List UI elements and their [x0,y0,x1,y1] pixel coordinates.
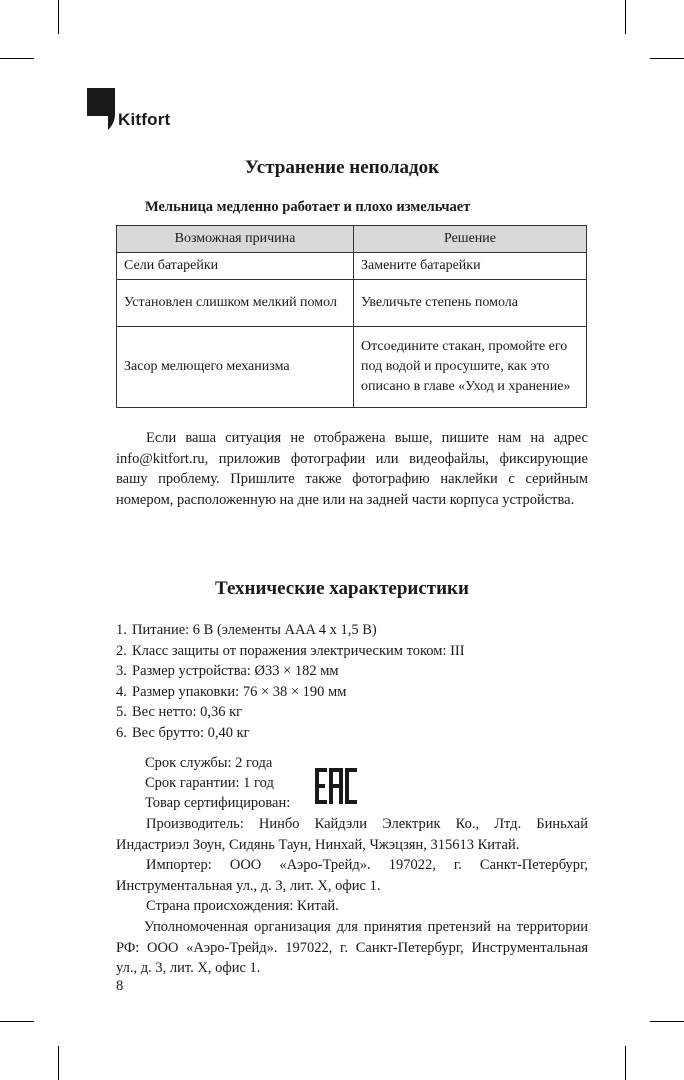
list-item [116,723,465,744]
origin-paragraph: Страна происхождения: Китай. [146,898,339,914]
specs-title: Технические характеристики [215,578,469,599]
importer-paragraph: Импортер: ООО «Аэро-Трейд». 197022, г. Санкт-Петербург, Инструментальная ул., д. 3, лит. Х, офис 1. [116,857,588,894]
crop-mark [58,1046,59,1080]
cause-cell: Сели батарейки [117,253,354,280]
list-item [116,661,465,682]
crop-mark [58,0,59,34]
list-item-number: 3. [116,663,127,679]
authorized-paragraph: Уполномоченная организация для принятия претензий на территории РФ: ООО «Аэро-Трейд». 197022, г. Санкт-Петербург, Инструментальная ул., д. 3, лит. Х, офис 1. [116,919,588,976]
list-item-number: 5. [116,704,127,720]
crop-mark [625,0,626,34]
list-item-number: 4. [116,683,127,700]
list-item-text: Размер упаковки: 76 × 38 × 190 мм [132,683,347,700]
list-item-text: Класс защиты от поражения электрическим током: III [132,642,465,659]
solution-cell: Увеличьте степень помола [354,280,587,327]
specs-list [116,620,465,743]
list-item [116,702,465,723]
brand-name: Kitfort [118,110,171,129]
list-item-number: 6. [116,724,127,741]
column-header-solution: Решение [354,226,587,253]
table-header-row [117,226,587,253]
column-header-cause: Возможная причина [117,226,354,253]
crop-mark [625,1046,626,1080]
service-life: Срок службы: 2 года [145,755,273,771]
problem-heading: Мельница медленно работает и плохо измельчает [145,199,471,215]
crop-mark [0,1021,34,1022]
kitfort-logo-icon [86,88,116,130]
list-item-text: Вес брутто: 0,40 кг [132,724,250,741]
page-number: 8 [116,978,124,994]
cause-cell: Засор мелющего механизма [117,327,354,408]
list-item [116,620,465,641]
list-item-text: Размер устройства: Ø33 × 182 мм [132,663,339,679]
list-item-text: Питание: 6 В (элементы AAA 4 x 1,5 В) [132,622,377,638]
list-item [116,641,465,662]
troubleshooting-table [116,225,587,408]
table-row [117,253,587,280]
table-row [117,280,587,327]
certified-label: Товар сертифицирован: [145,795,291,811]
solution-cell: Отсоедините стакан, промойте его под водой и просушите, как это описано в главе «Уход и хранение» [354,327,587,408]
crop-mark [0,58,34,59]
list-item [116,682,465,703]
table-row [117,327,587,408]
list-item-text: Вес нетто: 0,36 кг [132,704,243,720]
solution-cell: Замените батарейки [354,253,587,280]
brand-logo [86,88,170,130]
troubleshooting-title: Устранение неполадок [244,157,440,178]
cause-cell: Установлен слишком мелкий помол [117,280,354,327]
list-item-number: 2. [116,642,127,659]
crop-mark [650,58,684,59]
warranty: Срок гарантии: 1 год [145,775,274,791]
manufacturer-paragraph: Производитель: Нинбо Кайдэли Электрик Ко., Лтд. Биньхай Индастриэл Зоун, Сидянь Таун, Нинхай, Чжэцзян, 315613 Китай. [116,816,588,853]
crop-mark [650,1021,684,1022]
eac-mark-icon [314,767,358,805]
contact-paragraph: Если ваша ситуация не отображена выше, пишите нам на адрес info@kitfort.ru, приложив фотографии или видеофайлы, фиксирующие вашу проблему. Пришлите также фотографию наклейки с серийным номером, расположенную на дне или на задней части корпуса устройства. [116,430,588,508]
list-item-number: 1. [116,622,127,638]
